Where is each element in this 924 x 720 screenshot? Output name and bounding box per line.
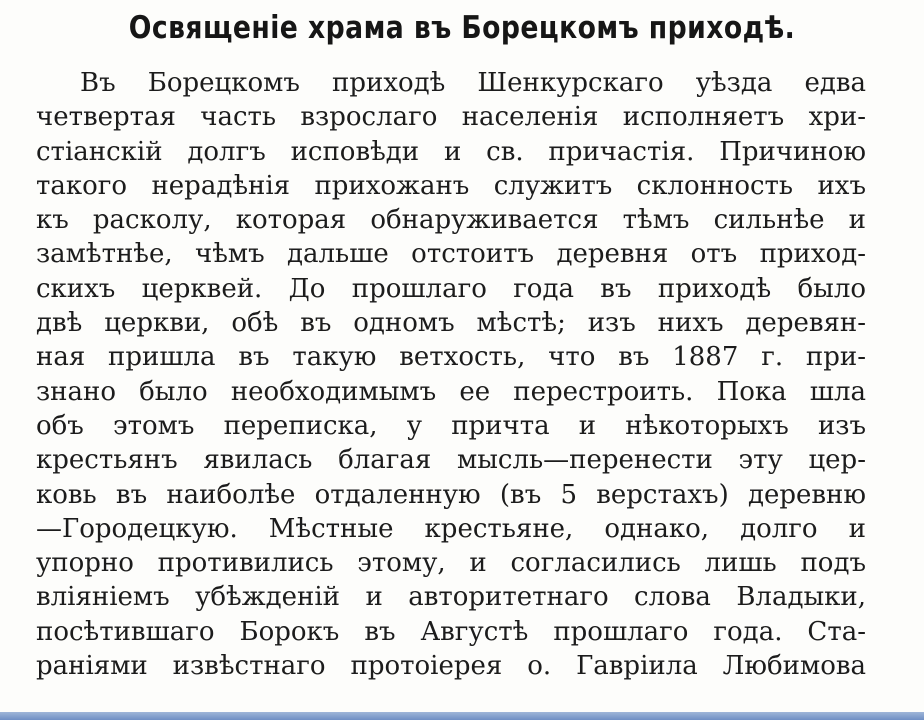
text-line: скихъ церквей. До прошлаго года въ приходѣ было xyxy=(36,273,866,304)
text-line: къ расколу, которая обнаруживается тѣмъ сильнѣе и xyxy=(36,205,866,236)
text-line: такого нерадѣнія прихожанъ служитъ склонность ихъ xyxy=(36,170,866,201)
text-line: двѣ церкви, обѣ въ одномъ мѣстѣ; изъ нихъ деревян- xyxy=(36,308,866,339)
text-line: упорно противились этому, и согласились лишь подъ xyxy=(36,548,866,579)
text-line: Въ Борецкомъ приходѣ Шенкурскаго уѣзда едва xyxy=(80,68,866,98)
text-line: замѣтнѣе, чѣмъ дальше отстоитъ деревня отъ приход- xyxy=(36,239,866,270)
article-body xyxy=(36,66,866,683)
text-line: —Городецкую. Мѣстные крестьяне, однако, долго и xyxy=(36,513,866,544)
text-line: крестьянъ явилась благая мысль—перенести эту цер- xyxy=(36,445,866,476)
text-line: посѣтившаго Борокъ въ Августѣ прошлаго года. Ста- xyxy=(36,616,866,647)
window-bottom-edge xyxy=(0,712,924,720)
text-line: стіанскій долгъ исповѣди и св. причастія. Причиною xyxy=(36,136,866,167)
text-line: ная пришла въ такую ветхость, что въ 1887 г. при- xyxy=(36,342,866,373)
text-line: знано было необходимымъ ее перестроить. Пока шла xyxy=(36,376,866,407)
text-line: четвертая часть взрослаго населенія исполняетъ хри- xyxy=(36,102,866,133)
text-line: вліяніемъ убѣжденій и авторитетнаго слова Владыки, xyxy=(36,582,866,613)
text-line: ковь въ наиболѣе отдаленную (въ 5 верстахъ) деревню xyxy=(36,479,866,510)
article-title: Освященіе храма въ Борецкомъ приходѣ. xyxy=(128,10,796,46)
text-line: раніями извѣстнаго протоіерея о. Гавріила Любимова xyxy=(36,651,866,682)
text-line: объ этомъ переписка, у причта и нѣкоторыхъ изъ xyxy=(36,410,866,441)
